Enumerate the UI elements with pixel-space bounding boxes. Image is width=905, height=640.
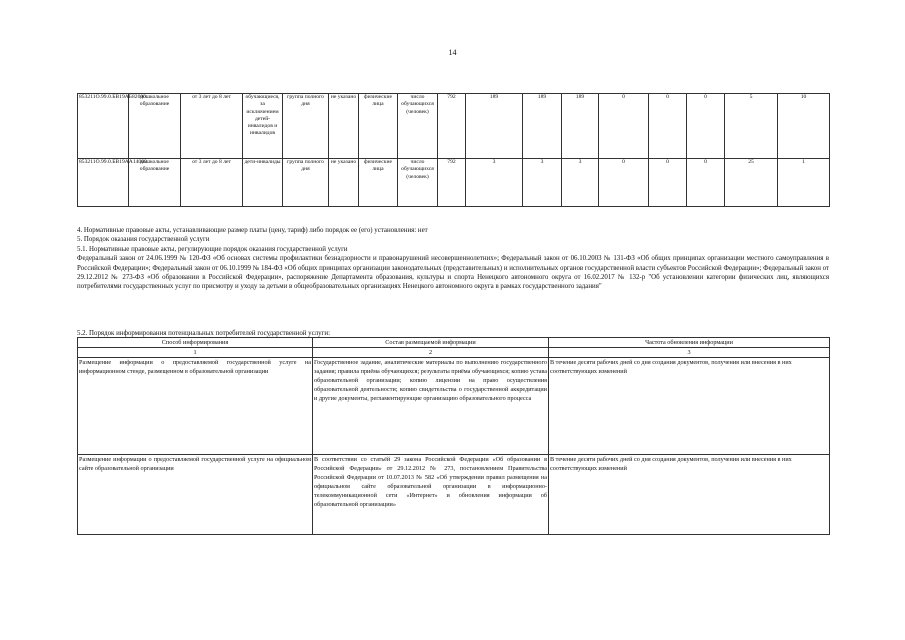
value-cell: 5 xyxy=(725,94,778,159)
value-cell: 25 xyxy=(725,159,778,207)
okei-code: 792 xyxy=(438,94,466,159)
indicator-name: число обучающихся (человек) xyxy=(398,94,438,159)
page-number: 14 xyxy=(448,48,457,57)
stay-mode: группа полного дня xyxy=(283,94,329,159)
value-cell: 0 xyxy=(687,94,725,159)
column-header: Частота обновления информации xyxy=(549,338,830,348)
value-cell: 3 xyxy=(523,159,562,207)
consumer-kind: физические лица xyxy=(359,159,398,207)
registry-table xyxy=(77,93,830,207)
info-content: Государственное задание, аналитические материалы по выполнению государственного задания; правила приёма обучающихся; результаты приёма обучающихся; копию устава образовательной организации; копию лицензии на право осуществления образовательной деятельности; копию свидетельства о государственной аккредитации и другие документы, регламентирующие организацию образовательного процесса xyxy=(313,358,549,455)
age-range: от 3 лет до 8 лет xyxy=(181,94,243,159)
section-5-heading: 5. Порядок оказания государственной услуги xyxy=(77,236,210,244)
info-frequency: В течение десяти рабочих дней со дня создания документов, получения или внесения в них соответствующих изменений xyxy=(549,358,830,455)
information-table xyxy=(77,337,830,535)
value-cell: 0 xyxy=(649,94,687,159)
service-name: дошкольное образование xyxy=(129,159,181,207)
registry-code: 853211О.99.0.БВ19АА14000 xyxy=(78,159,129,207)
not-specified: не указано xyxy=(329,159,359,207)
section-5-1-body: Федеральный закон от 24.06.1999 № 120-ФЗ «Об основах системы профилактики безнадзорности и правонарушений несовершеннолетних»; Федеральный закон от 06.10.2003 № 131-ФЗ «Об общих принципах организации местного самоуправления в Российской Федерации»; Федеральный закон от 06.10.1999 № 184-ФЗ «Об общих принципах организации законодательных (представительных) и исполнительных органов государственной власти субъектов Российской Федерации»; Федеральный закон от 29.12.2012 № 273-ФЗ «Об образовании в Российской Федерации», распоряжение Департамента образования, культуры и спорта Ненецкого автономного округа от 16.02.2017 № 132-р "Об установлении категории физических лиц, являющихся потребителями государственных услуг по присмотру и уходу за детьми в общеобразовательных организациях Ненецкого автономного округа в рамках государственного задания" xyxy=(77,255,829,291)
value-cell: 0 xyxy=(649,159,687,207)
consumer-kind: физические лица xyxy=(359,94,398,159)
consumer-category: обучающиеся, за исключением детей-инвалидов и инвалидов xyxy=(243,94,283,159)
registry-code: 853211О.99.0.БВ19АБ82000 xyxy=(78,94,129,159)
table-row xyxy=(78,159,830,207)
value-cell: 189 xyxy=(562,94,599,159)
value-cell: 0 xyxy=(599,159,649,207)
table-index-row xyxy=(78,348,830,358)
section-4-paragraph: 4. Нормативные правовые акты, устанавливающие размер платы (цену, тариф) либо порядок ее (его) установления: нет xyxy=(77,227,428,234)
info-content: В соответствии со статьёй 29 закона Российской Федерации «Об образовании в Российской Федерации» от 29.12.2012 № 273, постановлением Правительства Российской Федерации от 10.07.2013 № 582 «Об утверждении правил размещения на официальном сайте образовательной организации в информационно-телекоммуникационной сети «Интернет» и обновления информации об образовательной организации» xyxy=(313,455,549,535)
indicator-name: число обучающихся (человек) xyxy=(398,159,438,207)
value-cell: 0 xyxy=(599,94,649,159)
column-index: 3 xyxy=(549,348,830,358)
value-cell: 10 xyxy=(778,94,830,159)
section-5-2-heading: 5.2. Порядок информирования потенциальных потребителей государственной услуги: xyxy=(77,330,330,337)
info-method: Размещение информации о предоставляемой государственной услуге на официальном сайте образовательной организации xyxy=(78,455,313,535)
okei-code: 792 xyxy=(438,159,466,207)
age-range: от 3 лет до 8 лет xyxy=(181,159,243,207)
value-cell: 189 xyxy=(523,94,562,159)
not-specified: не указано xyxy=(329,94,359,159)
column-index: 2 xyxy=(313,348,549,358)
section-5-1-heading: 5.1. Нормативные правовые акты, регулирующие порядок оказания государственной услуги xyxy=(77,245,348,253)
value-cell: 189 xyxy=(466,94,523,159)
table-row xyxy=(78,455,830,535)
table-row xyxy=(78,358,830,455)
table-row xyxy=(78,94,830,159)
stay-mode: группа полного дня xyxy=(283,159,329,207)
value-cell: 1 xyxy=(778,159,830,207)
value-cell: 3 xyxy=(562,159,599,207)
info-frequency: В течение десяти рабочих дней со дня создания документов, получения или внесения в них соответствующих изменений xyxy=(549,455,830,535)
consumer-category: дети-инвалиды xyxy=(243,159,283,207)
service-name: дошкольное образование xyxy=(129,94,181,159)
column-header: Состав размещаемой информации xyxy=(313,338,549,348)
column-header: Способ информирования xyxy=(78,338,313,348)
table-header-row xyxy=(78,338,830,348)
info-method: Размещение информации о предоставляемой государственной услуге на информационном стенде, размещенном в образовательной организации xyxy=(78,358,313,455)
value-cell: 0 xyxy=(687,159,725,207)
regulatory-text xyxy=(77,226,829,292)
value-cell: 3 xyxy=(466,159,523,207)
column-index: 1 xyxy=(78,348,313,358)
